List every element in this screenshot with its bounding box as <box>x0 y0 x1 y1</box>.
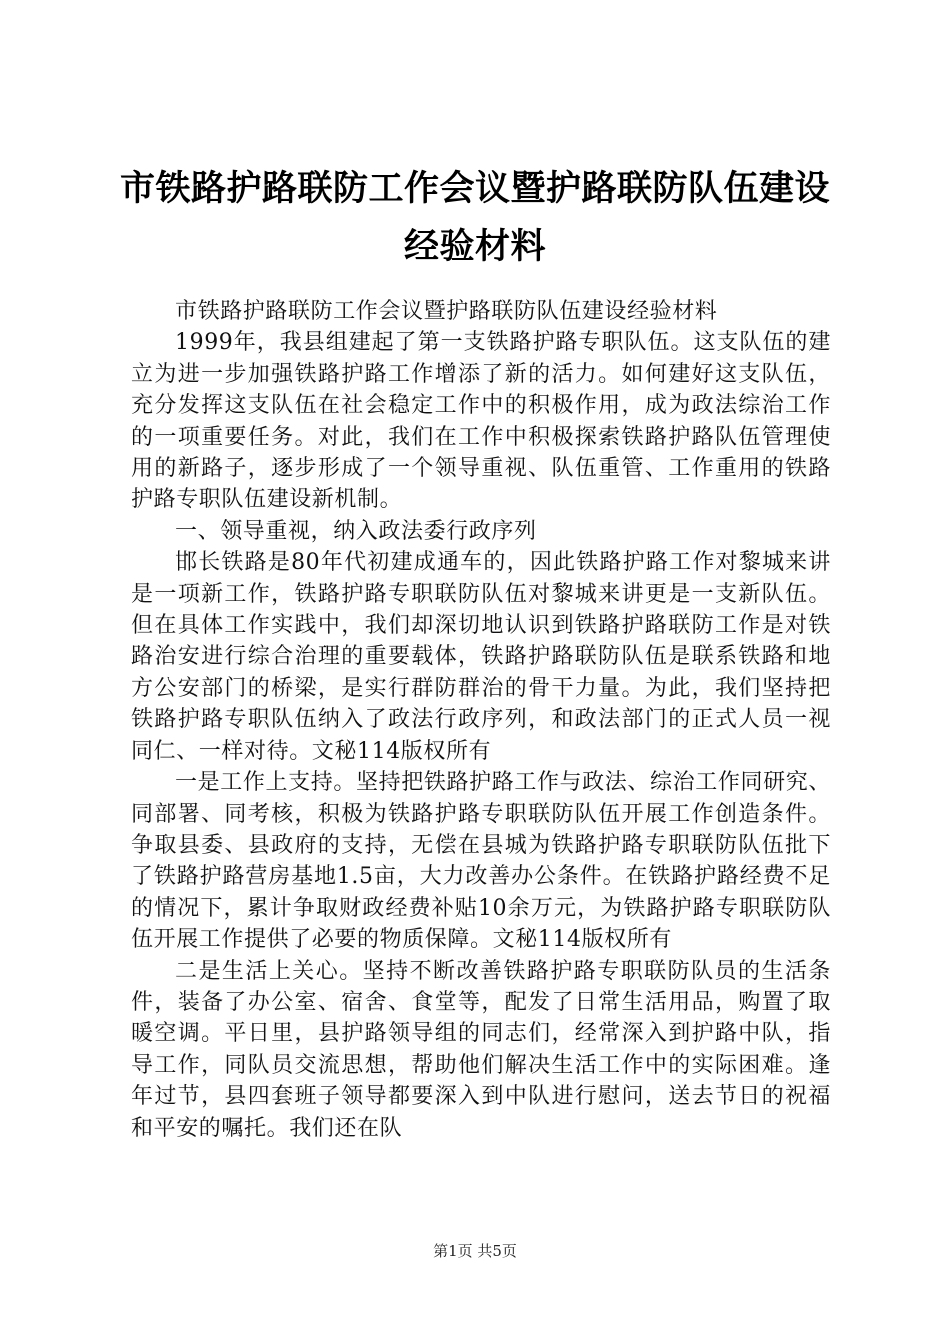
title-line-1: 市铁路护路联防工作会议暨护路联防队伍建设 <box>119 169 830 209</box>
paragraph-section-1: 邯长铁路是80年代初建成通车的，因此铁路护路工作对黎城来讲是一项新工作，铁路护路专职联防队伍对黎城来讲更是一支新队伍。但在具体工作实践中，我们却深切地认识到铁路护路联防工作是对铁路治安进行综合治理的重要载体，铁路护路联防队伍是联系铁路和地方公安部门的桥梁，是实行群防群治的骨干力量。为此，我们坚持把铁路护路专职队伍纳入了政法行政序列，和政法部门的正式人员一视同仁、一样对待。文秘114版权所有 <box>131 550 831 764</box>
title-line-2: 经验材料 <box>403 227 546 267</box>
document-body <box>131 296 831 1144</box>
paragraph-subtitle: 市铁路护路联防工作会议暨护路联防队伍建设经验材料 <box>175 299 718 324</box>
paragraph-work-support: 一是工作上支持。坚持把铁路护路工作与政法、综治工作同研究、同部署、同考核，积极为铁路护路专职联防队伍开展工作创造条件。争取县委、县政府的支持，无偿在县城为铁路护路专职联防队伍批下了铁路护路营房基地1.5亩，大力改善办公条件。在铁路护路经费不足的情况下，累计争取财政经费补贴10余万元，为铁路护路专职联防队伍开展工作提供了必要的物质保障。文秘114版权所有 <box>131 770 831 953</box>
paragraph-intro: 1999年，我县组建起了第一支铁路护路专职队伍。这支队伍的建立为进一步加强铁路护路工作增添了新的活力。如何建好这支队伍，充分发挥这支队伍在社会稳定工作中的积极作用，成为政法综治工作的一项重要任务。对此，我们在工作中积极探索铁路护路队伍管理使用的新路子，逐步形成了一个领导重视、队伍重管、工作重用的铁路护路专职队伍建设新机制。 <box>131 330 831 513</box>
section-heading-1: 一、领导重视，纳入政法委行政序列 <box>175 518 537 544</box>
document-title <box>118 160 832 276</box>
paragraph-life-care: 二是生活上关心。坚持不断改善铁路护路专职联防队员的生活条件，装备了办公室、宿舍、食堂等，配发了日常生活用品，购置了取暖空调。平日里，县护路领导组的同志们，经常深入到护路中队，指导工作，同队员交流思想，帮助他们解决生活工作中的实际困难。逢年过节，县四套班子领导都要深入到中队进行慰问，送去节日的祝福和平安的嘱托。我们还在队 <box>131 958 831 1141</box>
page-footer: 第1页 共5页 <box>433 1242 517 1260</box>
